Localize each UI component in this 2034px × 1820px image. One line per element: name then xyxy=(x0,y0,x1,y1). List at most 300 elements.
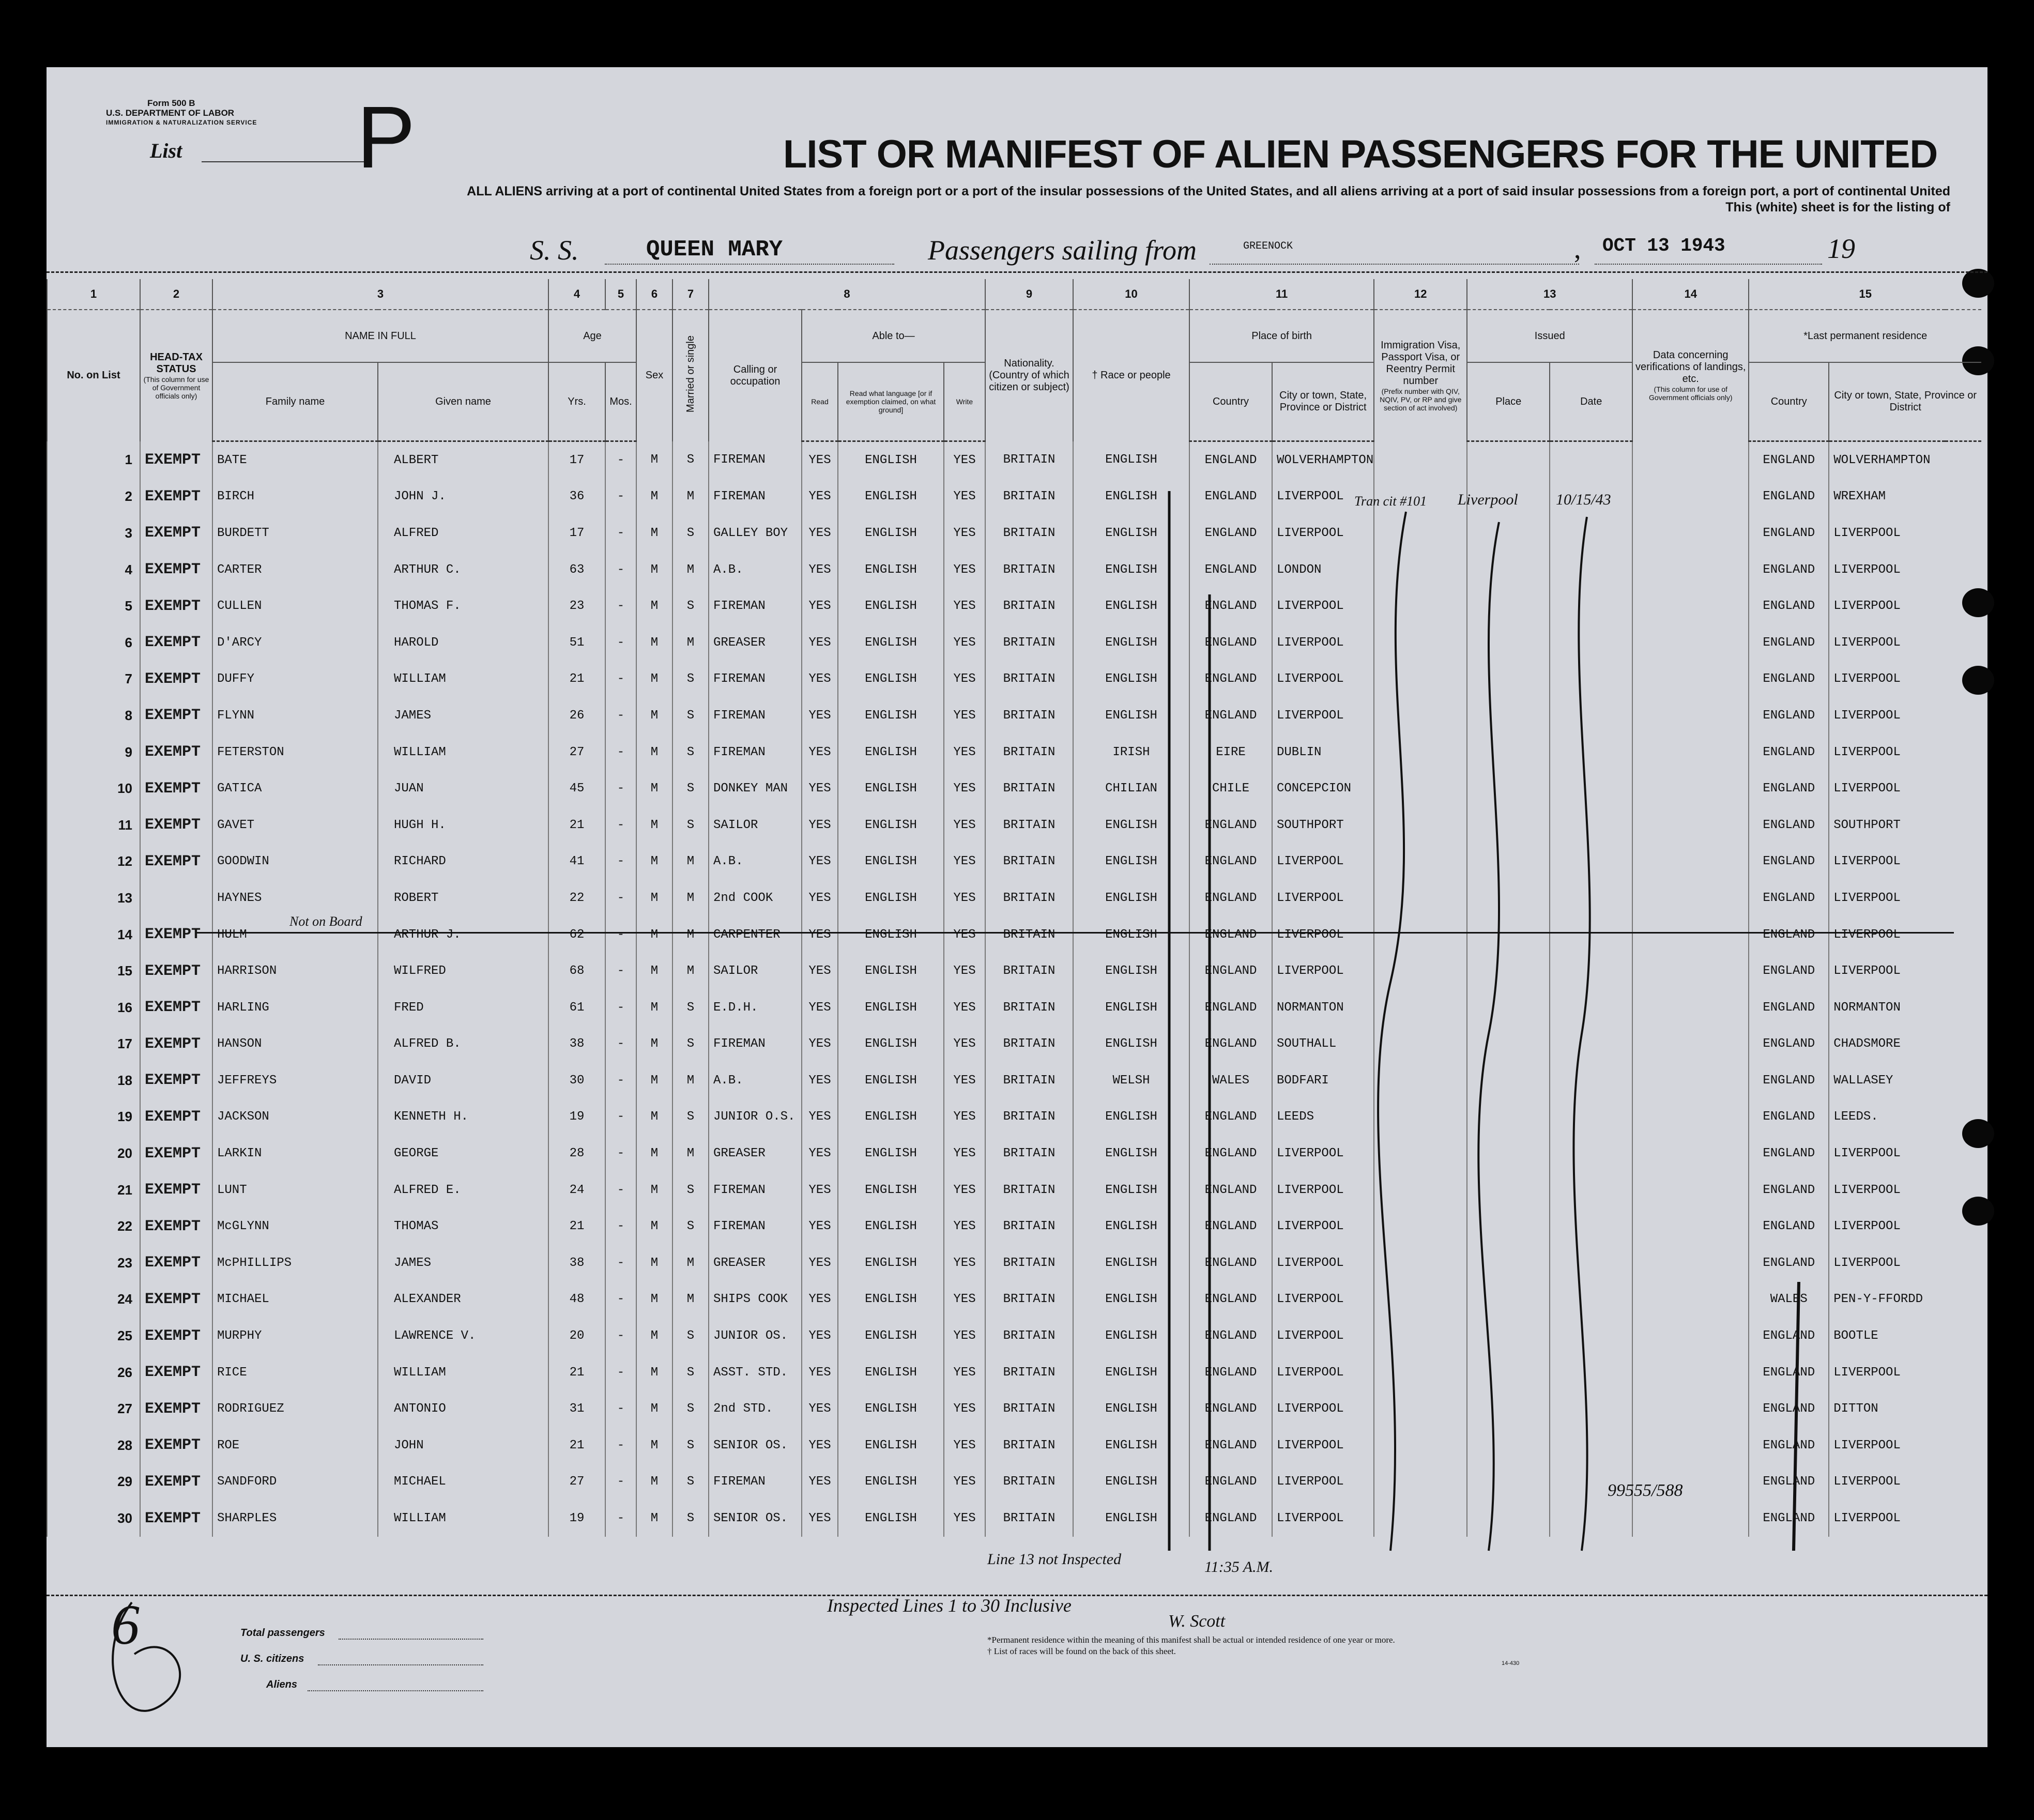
nationality: BRITAIN xyxy=(985,734,1073,771)
race: ENGLISH xyxy=(1073,588,1189,624)
residence-country: WALES xyxy=(1749,1281,1829,1318)
sex: M xyxy=(636,989,672,1026)
line13-note: Line 13 not Inspected xyxy=(987,1551,1122,1568)
marital-status: S xyxy=(672,515,709,552)
age-months: - xyxy=(605,1354,636,1391)
can-read: YES xyxy=(802,1026,838,1063)
occupation: FIREMAN xyxy=(709,1464,802,1501)
age-years: 21 xyxy=(548,807,605,844)
col-number: 5 xyxy=(605,279,636,310)
age-months: - xyxy=(605,1500,636,1537)
sex: M xyxy=(636,1354,672,1391)
residence-city: SOUTHPORT xyxy=(1829,807,1981,844)
can-read: YES xyxy=(802,916,838,953)
aliens-line xyxy=(308,1690,483,1691)
occupation: A.B. xyxy=(709,844,802,880)
read-language: ENGLISH xyxy=(838,880,944,916)
col-number: 11 xyxy=(1189,279,1374,310)
col-number: 2 xyxy=(140,279,212,310)
residence-country: ENGLAND xyxy=(1749,624,1829,661)
residence-country: ENGLAND xyxy=(1749,734,1829,771)
birth-city: LIVERPOOL xyxy=(1272,1390,1374,1427)
given-name: HUGH H. xyxy=(378,807,548,844)
birth-city-header: City or town, State, Province or District xyxy=(1272,362,1374,441)
nationality: BRITAIN xyxy=(985,1390,1073,1427)
birth-city: NORMANTON xyxy=(1272,989,1374,1026)
occupation: ASST. STD. xyxy=(709,1354,802,1391)
residence-city: LIVERPOOL xyxy=(1829,1464,1981,1501)
total-passengers-label: Total passengers xyxy=(240,1627,325,1639)
sex: M xyxy=(636,515,672,552)
can-read: YES xyxy=(802,697,838,734)
residence-city: BOOTLE xyxy=(1829,1318,1981,1354)
occupation: FIREMAN xyxy=(709,479,802,515)
row-number: 22 xyxy=(47,1208,140,1245)
age-years: 38 xyxy=(548,1245,605,1281)
age-years: 21 xyxy=(548,1427,605,1464)
race: ENGLISH xyxy=(1073,844,1189,880)
birth-city: LIVERPOOL xyxy=(1272,916,1374,953)
sex: M xyxy=(636,588,672,624)
given-name: ARTHUR C. xyxy=(378,552,548,588)
sex: M xyxy=(636,1500,672,1537)
occupation: JUNIOR O.S. xyxy=(709,1099,802,1136)
can-write: YES xyxy=(944,1135,985,1172)
nationality: BRITAIN xyxy=(985,441,1073,479)
family-name: LUNT xyxy=(212,1172,378,1209)
row-number: 12 xyxy=(47,844,140,880)
birth-header: Place of birth xyxy=(1189,310,1374,362)
nationality: BRITAIN xyxy=(985,1172,1073,1209)
nationality: BRITAIN xyxy=(985,1099,1073,1136)
residence-country: ENGLAND xyxy=(1749,515,1829,552)
sex: M xyxy=(636,1208,672,1245)
head-tax-status: EXEMPT xyxy=(140,1390,212,1427)
read-language: ENGLISH xyxy=(838,1135,944,1172)
col-number: 8 xyxy=(709,279,985,310)
can-read: YES xyxy=(802,1427,838,1464)
footer-divider xyxy=(47,1595,1987,1596)
birth-country: ENGLAND xyxy=(1189,441,1272,479)
birth-city: CONCEPCION xyxy=(1272,770,1374,807)
birth-country-checkmarks xyxy=(1169,491,1210,1551)
family-name: HULM xyxy=(212,916,378,953)
family-name: GOODWIN xyxy=(212,844,378,880)
birth-country: ENGLAND xyxy=(1189,479,1272,515)
sex: M xyxy=(636,1062,672,1099)
head-tax-status: EXEMPT xyxy=(140,1208,212,1245)
occupation: FIREMAN xyxy=(709,697,802,734)
race: ENGLISH xyxy=(1073,515,1189,552)
race: ENGLISH xyxy=(1073,697,1189,734)
birth-city: LIVERPOOL xyxy=(1272,1354,1374,1391)
can-write: YES xyxy=(944,1062,985,1099)
occupation: 2nd STD. xyxy=(709,1390,802,1427)
corner-mark: 6 xyxy=(111,1593,140,1656)
occupation: GREASER xyxy=(709,624,802,661)
given-name: JUAN xyxy=(378,770,548,807)
family-name: MICHAEL xyxy=(212,1281,378,1318)
age-months: - xyxy=(605,1245,636,1281)
given-name: ALEXANDER xyxy=(378,1281,548,1318)
birth-country: ENGLAND xyxy=(1189,1208,1272,1245)
row-number: 6 xyxy=(47,624,140,661)
issued-date-annotation: 10/15/43 xyxy=(1556,491,1611,508)
nationality: BRITAIN xyxy=(985,953,1073,989)
can-write: YES xyxy=(944,1354,985,1391)
sex: M xyxy=(636,661,672,698)
birth-city: LIVERPOOL xyxy=(1272,1281,1374,1318)
birth-country: ENGLAND xyxy=(1189,552,1272,588)
col-number: 14 xyxy=(1632,279,1749,310)
row-number: 21 xyxy=(47,1172,140,1209)
occupation: SENIOR OS. xyxy=(709,1500,802,1537)
age-years: 21 xyxy=(548,1208,605,1245)
sex: M xyxy=(636,1245,672,1281)
can-write: YES xyxy=(944,697,985,734)
age-years: 51 xyxy=(548,624,605,661)
race: ENGLISH xyxy=(1073,953,1189,989)
head-tax-status: EXEMPT xyxy=(140,624,212,661)
nationality: BRITAIN xyxy=(985,479,1073,515)
race: ENGLISH xyxy=(1073,1281,1189,1318)
residence-city: LIVERPOOL xyxy=(1829,953,1981,989)
family-name: SHARPLES xyxy=(212,1500,378,1537)
read-language: ENGLISH xyxy=(838,1318,944,1354)
can-read: YES xyxy=(802,588,838,624)
birth-country: ENGLAND xyxy=(1189,989,1272,1026)
family-name: MURPHY xyxy=(212,1318,378,1354)
residence-city: LIVERPOOL xyxy=(1829,1135,1981,1172)
sex: M xyxy=(636,807,672,844)
visa-annotation: Tran cit #101 xyxy=(1354,494,1427,509)
residence-city: LIVERPOOL xyxy=(1829,515,1981,552)
can-read: YES xyxy=(802,844,838,880)
residence-country: ENGLAND xyxy=(1749,1318,1829,1354)
read-language: ENGLISH xyxy=(838,807,944,844)
residence-city: LIVERPOOL xyxy=(1829,1172,1981,1209)
residence-header: *Last permanent residence xyxy=(1749,310,1981,362)
nationality: BRITAIN xyxy=(985,1135,1073,1172)
head-tax-status: EXEMPT xyxy=(140,807,212,844)
birth-city: LIVERPOOL xyxy=(1272,588,1374,624)
row-number: 16 xyxy=(47,989,140,1026)
occupation: FIREMAN xyxy=(709,734,802,771)
row-number: 18 xyxy=(47,1062,140,1099)
read-language: ENGLISH xyxy=(838,515,944,552)
row-number: 8 xyxy=(47,697,140,734)
race: IRISH xyxy=(1073,734,1189,771)
birth-country: ENGLAND xyxy=(1189,624,1272,661)
family-name: BURDETT xyxy=(212,515,378,552)
nationality: BRITAIN xyxy=(985,844,1073,880)
age-years: 24 xyxy=(548,1172,605,1209)
family-name: LARKIN xyxy=(212,1135,378,1172)
age-months: - xyxy=(605,441,636,479)
verification-label: Data concerning verifications of landings, etc. xyxy=(1635,349,1746,385)
can-write: YES xyxy=(944,1500,985,1537)
issued-header: Issued xyxy=(1467,310,1632,362)
head-tax-status: EXEMPT xyxy=(140,734,212,771)
marital-status: S xyxy=(672,441,709,479)
occupation: FIREMAN xyxy=(709,1026,802,1063)
read-language: ENGLISH xyxy=(838,1354,944,1391)
can-read: YES xyxy=(802,515,838,552)
residence-city: LIVERPOOL xyxy=(1829,661,1981,698)
age-months: - xyxy=(605,661,636,698)
can-write: YES xyxy=(944,916,985,953)
marital-status: M xyxy=(672,844,709,880)
given-name: RICHARD xyxy=(378,844,548,880)
given-name: WILFRED xyxy=(378,953,548,989)
age-months: - xyxy=(605,916,636,953)
family-name: D'ARCY xyxy=(212,624,378,661)
nationality: BRITAIN xyxy=(985,916,1073,953)
sex: M xyxy=(636,1135,672,1172)
residence-city: PEN-Y-FFORDD xyxy=(1829,1281,1981,1318)
verification-annotation: 99555/588 xyxy=(1608,1481,1683,1500)
birth-country: ENGLAND xyxy=(1189,1427,1272,1464)
head-tax-status: EXEMPT xyxy=(140,1281,212,1318)
race: ENGLISH xyxy=(1073,479,1189,515)
inspector-signature: W. Scott xyxy=(1168,1612,1226,1631)
residence-country: ENGLAND xyxy=(1749,1245,1829,1281)
residence-city: WOLVERHAMPTON xyxy=(1829,441,1981,479)
read-language: ENGLISH xyxy=(838,844,944,880)
nationality: BRITAIN xyxy=(985,1208,1073,1245)
residence-country: ENGLAND xyxy=(1749,1172,1829,1209)
nationality: BRITAIN xyxy=(985,515,1073,552)
residence-city: LIVERPOOL xyxy=(1829,1354,1981,1391)
row-number: 1 xyxy=(47,441,140,479)
nationality: BRITAIN xyxy=(985,1318,1073,1354)
row-number: 23 xyxy=(47,1245,140,1281)
race: ENGLISH xyxy=(1073,1026,1189,1063)
sex: M xyxy=(636,552,672,588)
race: ENGLISH xyxy=(1073,880,1189,916)
birth-country: ENGLAND xyxy=(1189,1026,1272,1063)
departure-port: GREENOCK xyxy=(1243,240,1293,252)
residence-checkmark xyxy=(1794,1282,1799,1551)
residence-country: ENGLAND xyxy=(1749,1354,1829,1391)
sailing-date: OCT 13 1943 xyxy=(1602,235,1725,256)
can-write: YES xyxy=(944,953,985,989)
can-write: YES xyxy=(944,844,985,880)
marital-status: S xyxy=(672,1464,709,1501)
nationality: BRITAIN xyxy=(985,661,1073,698)
head-tax-status: EXEMPT xyxy=(140,588,212,624)
can-write: YES xyxy=(944,441,985,479)
can-read: YES xyxy=(802,1318,838,1354)
us-citizens-line xyxy=(318,1664,483,1665)
can-write: YES xyxy=(944,1427,985,1464)
ditto-line-date xyxy=(1573,517,1589,1551)
birth-city: LIVERPOOL xyxy=(1272,1245,1374,1281)
sailing-label: Passengers sailing from xyxy=(928,235,1197,266)
age-years: 27 xyxy=(548,1464,605,1501)
occupation: DONKEY MAN xyxy=(709,770,802,807)
birth-country: ENGLAND xyxy=(1189,1099,1272,1136)
nationality: BRITAIN xyxy=(985,1026,1073,1063)
age-years: 19 xyxy=(548,1099,605,1136)
row-number: 11 xyxy=(47,807,140,844)
col-number: 9 xyxy=(985,279,1073,310)
age-years: 45 xyxy=(548,770,605,807)
residence-footnote: *Permanent residence within the meaning of this manifest shall be actual or intended residence of one year or more. xyxy=(987,1635,1395,1645)
given-name: ANTONIO xyxy=(378,1390,548,1427)
residence-city: NORMANTON xyxy=(1829,989,1981,1026)
nationality: BRITAIN xyxy=(985,588,1073,624)
age-years: 21 xyxy=(548,661,605,698)
row-number: 17 xyxy=(47,1026,140,1063)
inspected-note: Inspected Lines 1 to 30 Inclusive xyxy=(827,1595,1072,1616)
marital-status: M xyxy=(672,953,709,989)
col-number: 4 xyxy=(548,279,605,310)
given-name: JAMES xyxy=(378,697,548,734)
can-write: YES xyxy=(944,807,985,844)
age-months: - xyxy=(605,552,636,588)
birth-city: LEEDS xyxy=(1272,1099,1374,1136)
visa-label: Immigration Visa, Passport Visa, or Reentry Permit number xyxy=(1381,339,1461,387)
age-years: 17 xyxy=(548,515,605,552)
age-years: 36 xyxy=(548,479,605,515)
race: ENGLISH xyxy=(1073,1318,1189,1354)
age-months: - xyxy=(605,734,636,771)
family-name: SANDFORD xyxy=(212,1464,378,1501)
list-value: P xyxy=(357,88,416,187)
residence-city: LIVERPOOL xyxy=(1829,880,1981,916)
head-tax-status: EXEMPT xyxy=(140,1500,212,1537)
age-years: 61 xyxy=(548,989,605,1026)
age-years: 21 xyxy=(548,1354,605,1391)
sex: M xyxy=(636,441,672,479)
family-name: GATICA xyxy=(212,770,378,807)
residence-city: LIVERPOOL xyxy=(1829,916,1981,953)
age-years: 31 xyxy=(548,1390,605,1427)
occupation: FIREMAN xyxy=(709,1172,802,1209)
ship-name: QUEEN MARY xyxy=(646,237,783,263)
age-months: - xyxy=(605,1427,636,1464)
family-name: HANSON xyxy=(212,1026,378,1063)
residence-city: DITTON xyxy=(1829,1390,1981,1427)
family-name: GAVET xyxy=(212,807,378,844)
sex: M xyxy=(636,880,672,916)
race: ENGLISH xyxy=(1073,1390,1189,1427)
head-tax-status: EXEMPT xyxy=(140,1172,212,1209)
row-number: 14 xyxy=(47,916,140,953)
birth-city: LONDON xyxy=(1272,552,1374,588)
can-read: YES xyxy=(802,1464,838,1501)
row-number: 3 xyxy=(47,515,140,552)
can-read: YES xyxy=(802,441,838,479)
race: ENGLISH xyxy=(1073,1245,1189,1281)
race: ENGLISH xyxy=(1073,1354,1189,1391)
age-months: - xyxy=(605,1099,636,1136)
head-tax-status: EXEMPT xyxy=(140,1245,212,1281)
residence-country: ENGLAND xyxy=(1749,552,1829,588)
nationality: BRITAIN xyxy=(985,624,1073,661)
residence-country: ENGLAND xyxy=(1749,1464,1829,1501)
head-tax-status: EXEMPT xyxy=(140,697,212,734)
sex: M xyxy=(636,953,672,989)
birth-city: BODFARI xyxy=(1272,1062,1374,1099)
read-language: ENGLISH xyxy=(838,916,944,953)
sex-header: Sex xyxy=(636,310,672,441)
row-number: 29 xyxy=(47,1464,140,1501)
residence-city: LIVERPOOL xyxy=(1829,1245,1981,1281)
nationality-header: Nationality. (Country of which citizen or subject) xyxy=(985,310,1073,441)
read-language: ENGLISH xyxy=(838,1245,944,1281)
age-months: - xyxy=(605,1026,636,1063)
read-language: ENGLISH xyxy=(838,1026,944,1063)
age-months: - xyxy=(605,1464,636,1501)
can-write: YES xyxy=(944,1390,985,1427)
can-write: YES xyxy=(944,479,985,515)
occupation: FIREMAN xyxy=(709,661,802,698)
read-language: ENGLISH xyxy=(838,1062,944,1099)
name-header: NAME IN FULL xyxy=(212,310,548,362)
row13-note: Not on Board xyxy=(289,914,362,929)
row-number: 15 xyxy=(47,953,140,989)
age-header: Age xyxy=(548,310,636,362)
birth-city: LIVERPOOL xyxy=(1272,1464,1374,1501)
residence-country: ENGLAND xyxy=(1749,479,1829,515)
family-name: RODRIGUEZ xyxy=(212,1390,378,1427)
marital-status: S xyxy=(672,1099,709,1136)
marital-status: M xyxy=(672,479,709,515)
head-tax-status: EXEMPT xyxy=(140,916,212,953)
head-tax-status: EXEMPT xyxy=(140,989,212,1026)
marital-status: S xyxy=(672,1208,709,1245)
given-name: ALFRED xyxy=(378,515,548,552)
given-name: WILLIAM xyxy=(378,1354,548,1391)
occupation: SHIPS COOK xyxy=(709,1281,802,1318)
birth-country: WALES xyxy=(1189,1062,1272,1099)
list-label: List xyxy=(150,139,182,162)
given-name: THOMAS xyxy=(378,1208,548,1245)
family-name: HARRISON xyxy=(212,953,378,989)
birth-country: ENGLAND xyxy=(1189,1135,1272,1172)
race: WELSH xyxy=(1073,1062,1189,1099)
sex: M xyxy=(636,1026,672,1063)
can-read: YES xyxy=(802,1062,838,1099)
nationality: BRITAIN xyxy=(985,552,1073,588)
intro-line-2: This (white) sheet is for the listing of xyxy=(1725,200,1950,215)
marital-status: M xyxy=(672,1245,709,1281)
residence-country: ENGLAND xyxy=(1749,697,1829,734)
can-read: YES xyxy=(802,1281,838,1318)
occupation: FIREMAN xyxy=(709,588,802,624)
residence-city: LIVERPOOL xyxy=(1829,1500,1981,1537)
can-read: YES xyxy=(802,734,838,771)
residence-country: ENGLAND xyxy=(1749,1135,1829,1172)
residence-city: LIVERPOOL xyxy=(1829,770,1981,807)
read-language: ENGLISH xyxy=(838,624,944,661)
read-language: ENGLISH xyxy=(838,1500,944,1537)
age-months: - xyxy=(605,880,636,916)
can-write: YES xyxy=(944,1026,985,1063)
can-read: YES xyxy=(802,989,838,1026)
can-write: YES xyxy=(944,1099,985,1136)
residence-country: ENGLAND xyxy=(1749,588,1829,624)
issued-date-header: Date xyxy=(1550,362,1632,441)
head-tax-status: EXEMPT xyxy=(140,953,212,989)
read-language: ENGLISH xyxy=(838,770,944,807)
age-years: 48 xyxy=(548,1281,605,1318)
can-read: YES xyxy=(802,624,838,661)
read-language: ENGLISH xyxy=(838,1464,944,1501)
row-number: 24 xyxy=(47,1281,140,1318)
